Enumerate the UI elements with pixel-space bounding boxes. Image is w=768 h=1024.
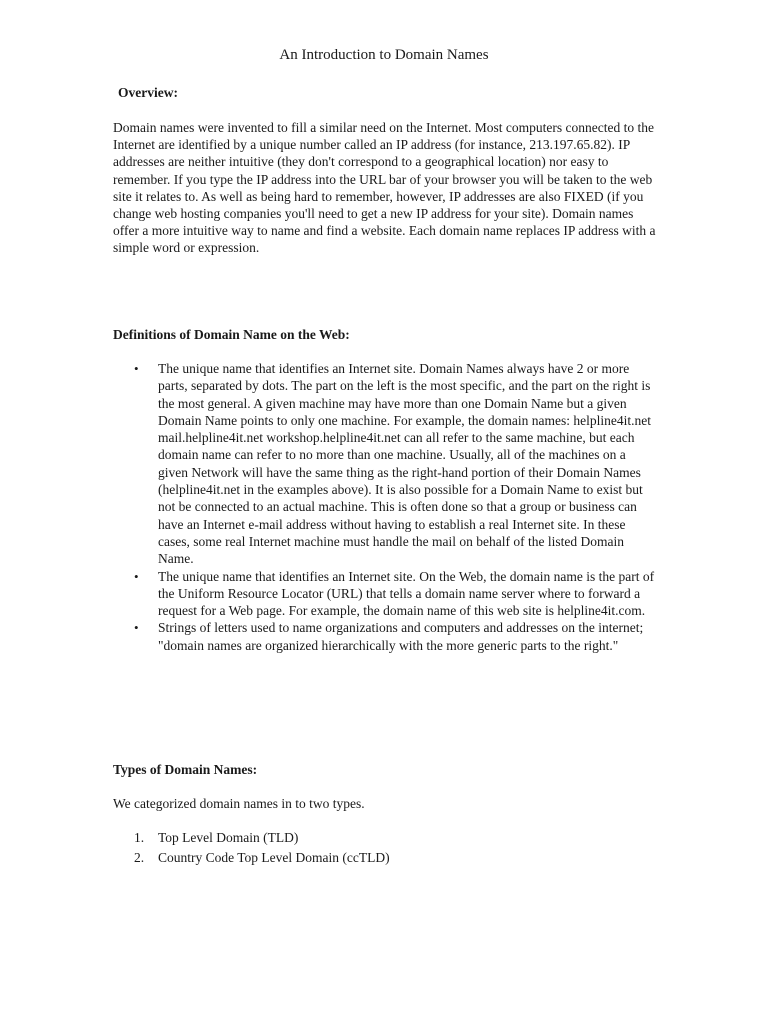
overview-heading: Overview: xyxy=(118,85,178,100)
types-list xyxy=(113,828,658,867)
list-item xyxy=(113,568,658,620)
bullet-icon: • xyxy=(134,361,139,376)
list-number: 2. xyxy=(134,849,145,865)
bullet-icon: • xyxy=(134,620,139,636)
definition-text: Strings of letters used to name organizations and computers and addresses on the internet; "domain names are organized hierarchically with the more generic parts to the right." xyxy=(158,620,644,653)
types-heading: Types of Domain Names: xyxy=(113,762,258,777)
definitions-list xyxy=(113,360,658,654)
list-item xyxy=(113,828,658,848)
type-label: Country Code Top Level Domain (ccTLD) xyxy=(158,849,390,865)
definition-text: The unique name that identifies an Internet site. Domain Names always have 2 or more parts, separated by dots. The part on the left is the most specific, and the part on the right is the most general. A given machine may have more than one Domain Name but a given Domain Name points to only one machine. For example, the domain names: helpline4it.net mail.helpline4it.net workshop.helpline4it.net can all refer to the same machine, but each domain name can refer to no more than one machine. Usually, all of the machines on a given Network will have the same thing as the right-hand portion of their Domain Names (helpline4it.net in the examples above). It is also possible for a Domain Name to exist but not be connected to an actual machine. This is often done so that a group or business can have an Internet e-mail address without having to establish a real Internet site. In these cases, some real Internet machine must handle the mail on behalf of the listed Domain Name. xyxy=(158,361,652,567)
list-number: 1. xyxy=(134,830,145,845)
types-intro: We categorized domain names in to two types. xyxy=(113,796,365,811)
document-title: An Introduction to Domain Names xyxy=(279,47,489,63)
definitions-heading: Definitions of Domain Name on the Web: xyxy=(113,327,350,342)
list-item xyxy=(113,360,658,568)
list-item xyxy=(113,848,658,868)
definition-text: The unique name that identifies an Internet site. On the Web, the domain name is the part of the Uniform Resource Locator (URL) that tells a domain name server where to forward a request for a Web page. For example, the domain name of this web site is helpline4it.com. xyxy=(158,568,655,619)
overview-paragraph: Domain names were invented to fill a similar need on the Internet. Most computers connected to the Internet are identified by a unique number called an IP address (for instance, 213.197.65.82). IP addresses are neither intuitive (they don't correspond to a geographical location) nor easy to remember. If you type the IP address into the URL bar of your browser you will be taken to the web site it relates to. As well as being hard to remember, however, IP addresses are also FIXED (if you change web hosting companies you'll need to get a new IP address for your site). Domain names offer a more intuitive way to name and find a website. Each domain name replaces IP address with a simple word or expression. xyxy=(113,120,656,256)
bullet-icon: • xyxy=(134,568,139,584)
list-item xyxy=(113,619,658,654)
type-label: Top Level Domain (TLD) xyxy=(158,830,299,845)
